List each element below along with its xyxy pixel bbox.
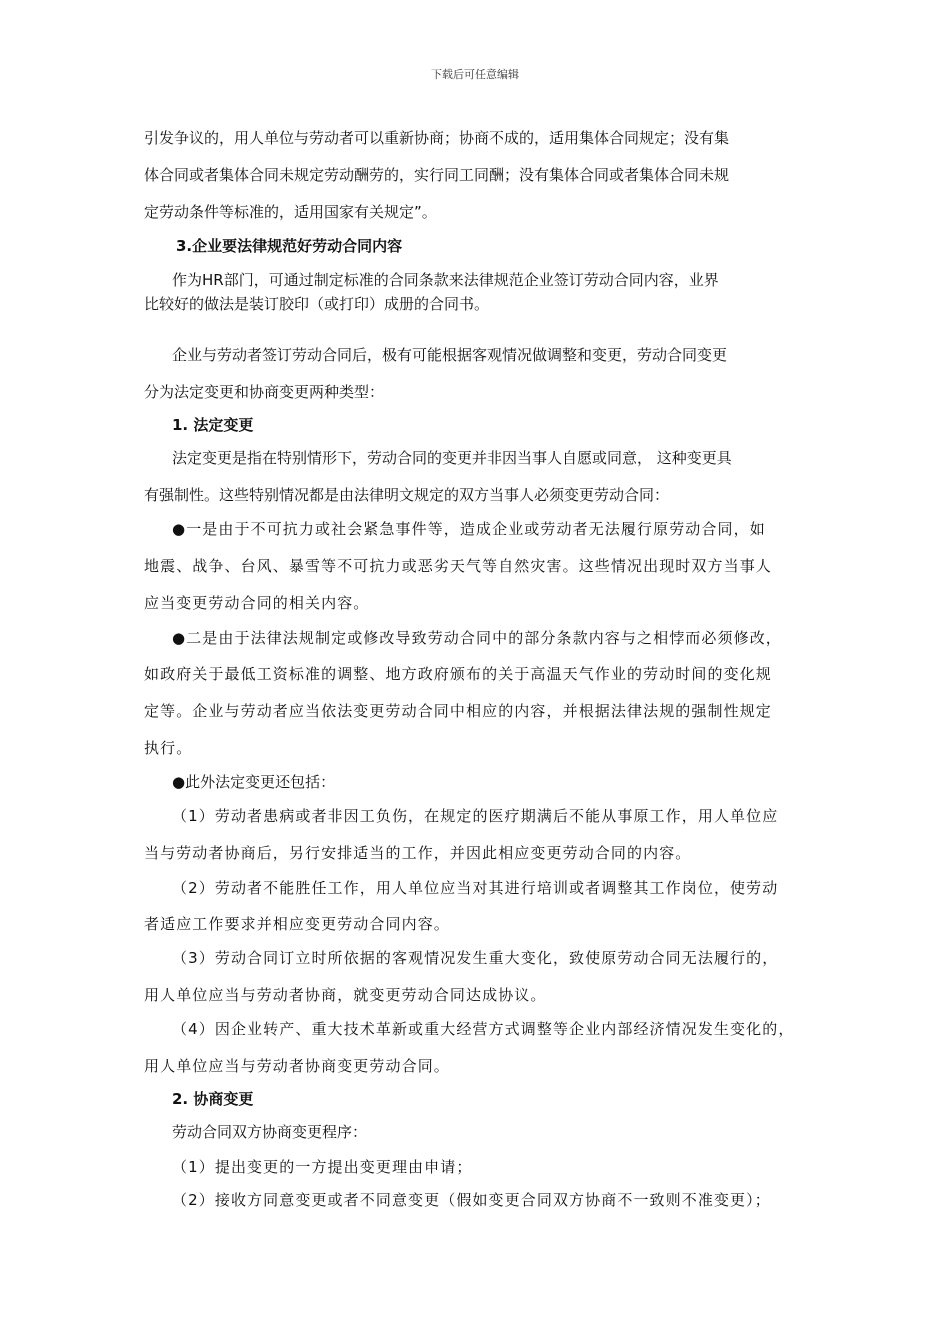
- bullet-line: ●此外法定变更还包括：: [172, 773, 336, 791]
- list-item-line: 者适应工作要求并相应变更劳动合同内容。: [144, 915, 450, 933]
- list-item-line: （2）劳动者不能胜任工作，用人单位应当对其进行培训或者调整其工作岗位，使劳动: [172, 879, 779, 897]
- list-item-line: 用人单位应当与劳动者协商，就变更劳动合同达成协议。: [144, 986, 547, 1004]
- paragraph-line: 作为HR部门，可通过制定标准的合同条款来法律规范企业签订劳动合同内容，业界: [172, 271, 719, 289]
- bullet-line: ●二是由于法律法规制定或修改导致劳动合同中的部分条款内容与之相悖而必须修改，: [172, 629, 782, 647]
- paragraph-line: 劳动合同双方协商变更程序：: [172, 1123, 368, 1141]
- section-heading: 3.企业要法律规范好劳动合同内容: [176, 237, 403, 255]
- paragraph-line: 引发争议的，用人单位与劳动者可以重新协商；协商不成的，适用集体合同规定；没有集: [144, 129, 730, 147]
- paragraph-line: 体合同或者集体合同未规定劳动酬劳的，实行同工同酬；没有集体合同或者集体合同未规: [144, 166, 730, 184]
- list-item-line: 当与劳动者协商后，另行安排适当的工作，并因此相应变更劳动合同的内容。: [144, 844, 692, 862]
- paragraph-line: 有强制性。这些特别情况都是由法律明文规定的双方当事人必须变更劳动合同：: [144, 486, 670, 504]
- bullet-line: 定等。企业与劳动者应当依法变更劳动合同中相应的内容，并根据法律法规的强制性规定: [144, 702, 772, 720]
- paragraph-line: 法定变更是指在特别情形下，劳动合同的变更并非因当事人自愿或同意， 这种变更具: [172, 449, 732, 467]
- bullet-line: 如政府关于最低工资标准的调整、地方政府颁布的关于高温天气作业的劳动时间的变化规: [144, 665, 772, 683]
- paragraph-line: 分为法定变更和协商变更两种类型：: [144, 383, 385, 401]
- bullet-line: 执行。: [144, 739, 193, 757]
- section-heading: 2. 协商变更: [172, 1090, 254, 1108]
- paragraph-line: 企业与劳动者签订劳动合同后，极有可能根据客观情况做调整和变更，劳动合同变更: [172, 346, 728, 364]
- list-item-line: （1）劳动者患病或者非因工负伤，在规定的医疗期满后不能从事原工作，用人单位应: [172, 807, 779, 825]
- bullet-line: 应当变更劳动合同的相关内容。: [144, 594, 370, 612]
- bullet-line: 地震、战争、台风、暴雪等不可抗力或恶劣天气等自然灾害。这些情况出现时双方当事人: [144, 557, 772, 575]
- list-item-line: （3）劳动合同订立时所依据的客观情况发生重大变化，致使原劳动合同无法履行的，: [172, 949, 779, 967]
- page-header: 下载后可任意编辑: [431, 68, 519, 81]
- list-item-line: 用人单位应当与劳动者协商变更劳动合同。: [144, 1057, 450, 1075]
- list-item-line: （1）提出变更的一方提出变更理由申请；: [172, 1158, 473, 1176]
- list-item-line: （4）因企业转产、重大技术革新或重大经营方式调整等企业内部经济情况发生变化的，: [172, 1020, 795, 1038]
- bullet-line: ●一是由于不可抗力或社会紧急事件等，造成企业或劳动者无法履行原劳动合同，如: [172, 520, 766, 538]
- list-item-line: （2）接收方同意变更或者不同意变更（假如变更合同双方协商不一致则不准变更）；: [172, 1191, 771, 1209]
- section-heading: 1. 法定变更: [172, 416, 254, 434]
- paragraph-line: 定劳动条件等标准的，适用国家有关规定”。: [144, 203, 437, 221]
- paragraph-line: 比较好的做法是装订胶印（或打印）成册的合同书。: [144, 295, 490, 313]
